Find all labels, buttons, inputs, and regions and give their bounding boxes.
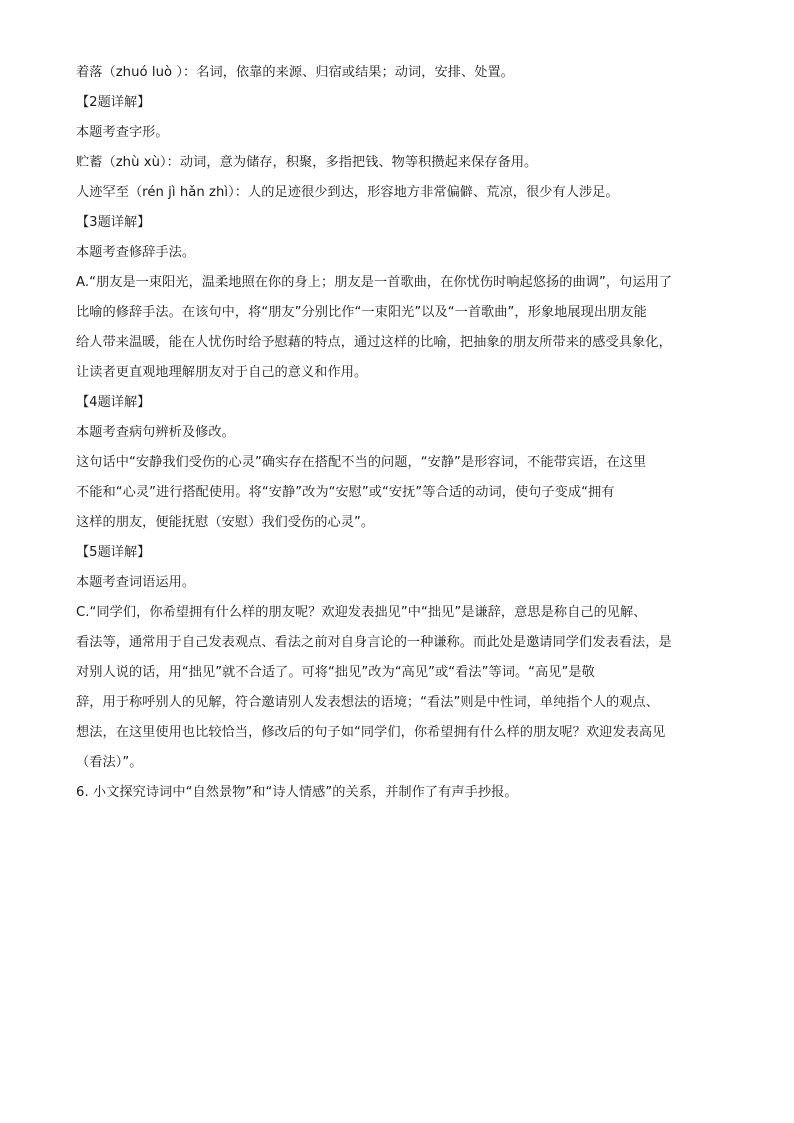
section-heading-2: 【2题详解】	[76, 95, 151, 110]
text-line: C.“同学们，你希望拥有什么样的朋友呢？欢迎发表拙见”中“拙见”是谦辞，意思是称自己的见解、	[76, 605, 647, 620]
text-line: 这句话中“安静我们受伤的心灵”确实存在搭配不当的问题，“安静”是形容词，不能带宾语，在这里	[76, 455, 647, 470]
question-6-line: 6. 小文探究诗词中“自然景物”和“诗人情感”的关系，并制作了有声手抄报。	[76, 785, 518, 800]
text-line: 本题考查修辞手法。	[76, 245, 196, 260]
text-line: 让读者更直观地理解朋友对于自己的意义和作用。	[76, 365, 368, 380]
text-line: 这样的朋友，便能抚慰（安慰）我们受伤的心灵”。	[76, 515, 375, 530]
text-line: 想法，在这里使用也比较恰当，修改后的句子如“同学们，你希望拥有什么样的朋友呢？欢迎发表高见	[76, 725, 666, 740]
text-line: 贮蓄（zhù xù）：动词，意为储存，积聚，多指把钱、物等积攒起来保存备用。	[76, 155, 538, 170]
text-line: 对别人说的话，用“拙见”就不合适了。可将“拙见”改为“高见”或“看法”等词。“高见”是敬	[76, 665, 595, 680]
text-line: A.“朋友是一束阳光，温柔地照在你的身上；朋友是一首歌曲，在你忧伤时响起悠扬的曲调”，句运用了	[76, 275, 673, 290]
text-line: 看法等，通常用于自己发表观点、看法之前对自身言论的一种谦称。而此处是邀请同学们发表看法，是	[76, 635, 672, 650]
section-heading-3: 【3题详解】	[76, 215, 151, 230]
text-line: 本题考查字形。	[76, 125, 169, 140]
text-line: 辞，用于称呼别人的见解，符合邀请别人发表想法的语境；“看法”则是中性词，单纯指个人的观点、	[76, 695, 659, 710]
text-line: 给人带来温暖，能在人忧伤时给予慰藉的特点，通过这样的比喻，把抽象的朋友所带来的感受具象化，	[76, 335, 672, 350]
section-heading-5: 【5题详解】	[76, 545, 151, 560]
text-line: 本题考查病句辨析及修改。	[76, 425, 235, 440]
section-heading-4: 【4题详解】	[76, 395, 151, 410]
text-line: 比喻的修辞手法。在该句中，将“朋友”分别比作“一束阳光”以及“一首歌曲”，形象地展现出朋友能	[76, 305, 647, 320]
text-line: 不能和“心灵”进行搭配使用。将“安静”改为“安慰”或“安抚”等合适的动词，使句子变成“拥有	[76, 485, 615, 500]
text-line: （看法）”。	[76, 755, 143, 770]
document-page	[76, 58, 716, 808]
text-line: 本题考查词语运用。	[76, 575, 196, 590]
text-line: 着落（zhuó luò ）：名词，依靠的来源、归宿或结果；动词，安排、处置。	[76, 65, 514, 80]
text-line: 人迹罕至（rén jì hǎn zhì）：人的足迹很少到达，形容地方非常偏僻、荒凉，很少有人涉足。	[76, 185, 619, 200]
